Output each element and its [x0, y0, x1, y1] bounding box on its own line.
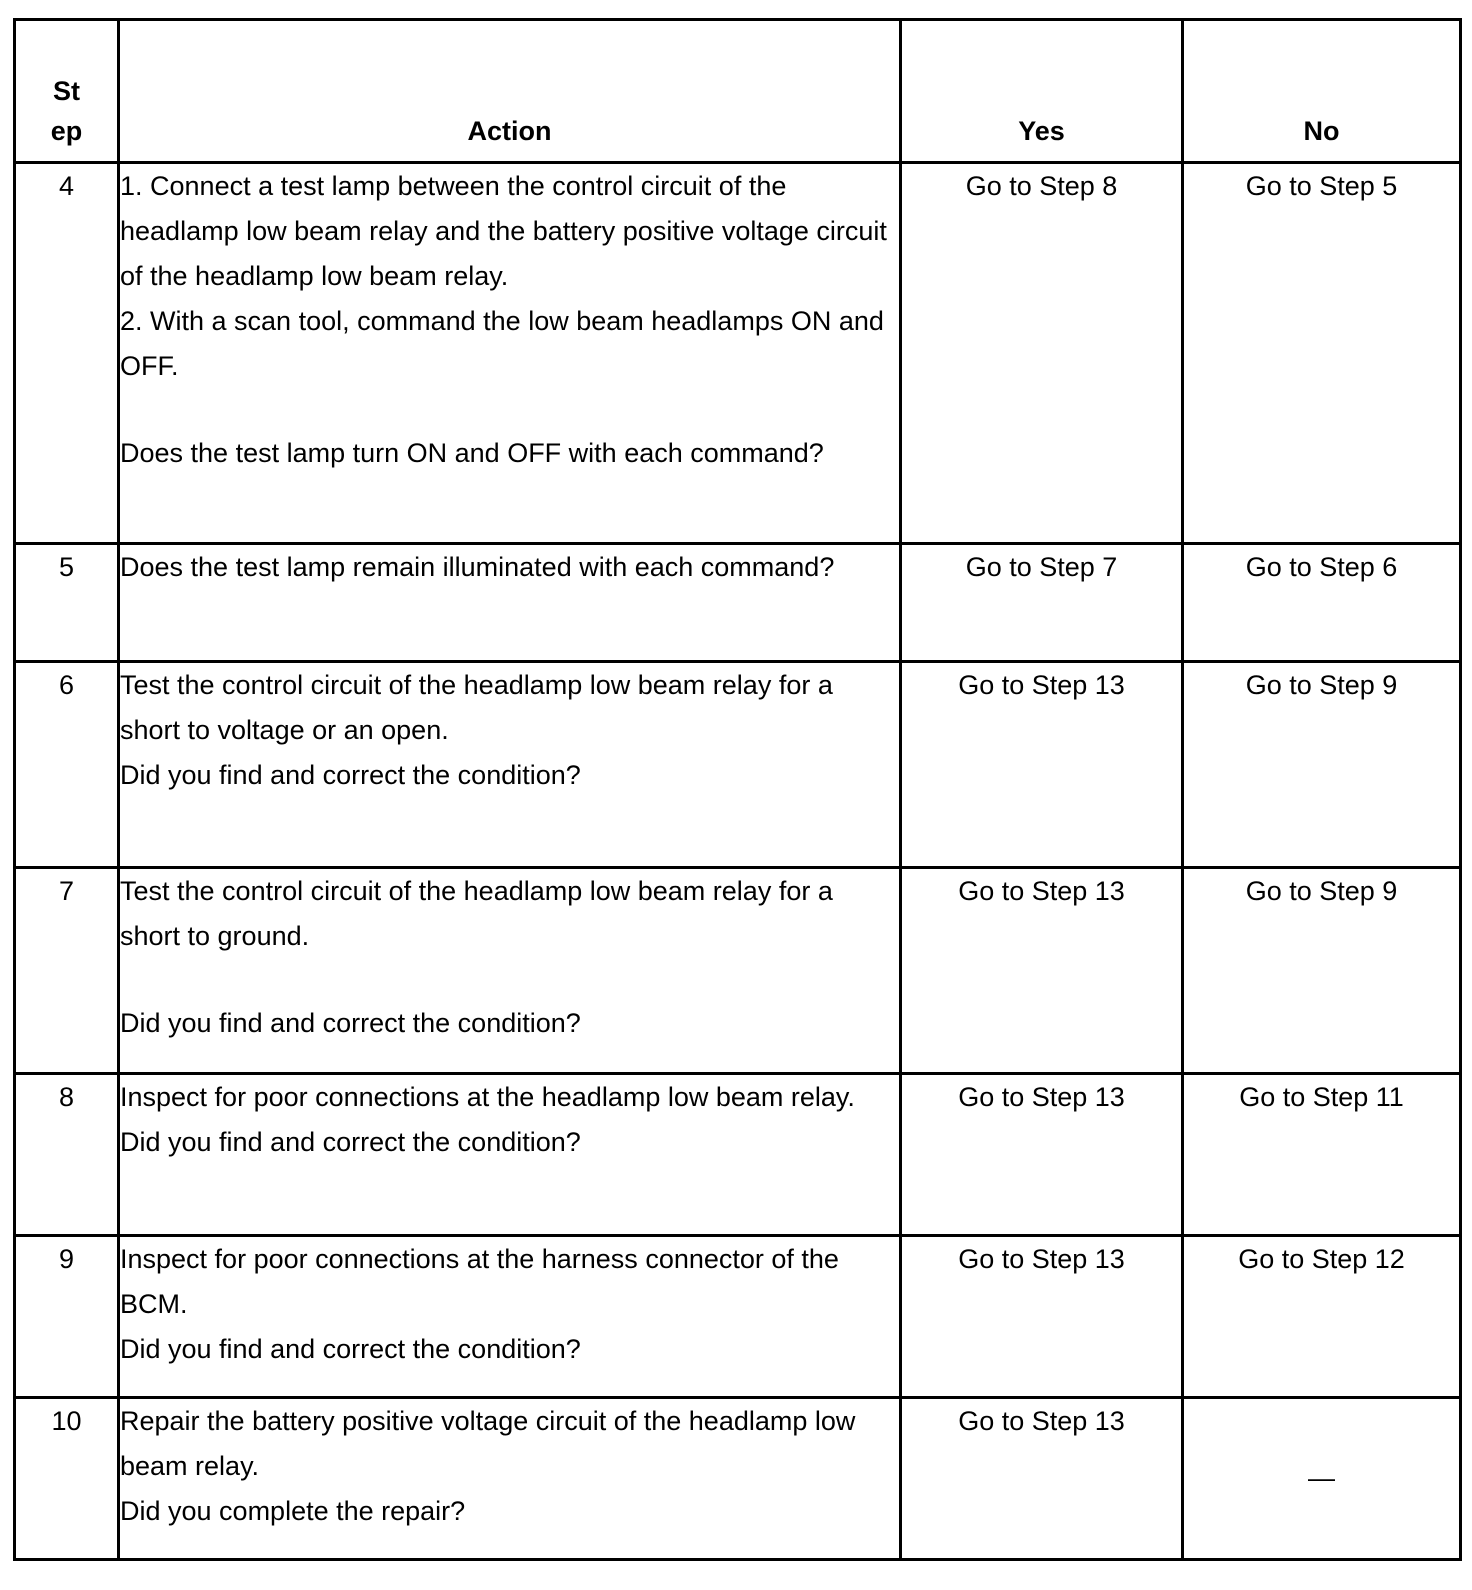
action-question: Does the test lamp remain illuminated with each command?: [120, 552, 835, 582]
action-question: Did you find and correct the condition?: [120, 1334, 581, 1364]
yes-result: Go to Step 13: [901, 1236, 1183, 1398]
action-text: Test the control circuit of the headlamp low beam relay for a short to voltage or an open.: [120, 670, 833, 745]
action-text: Repair the battery positive voltage circuit of the headlamp low beam relay.: [120, 1406, 856, 1481]
action-text: Test the control circuit of the headlamp low beam relay for a short to ground.: [120, 876, 833, 951]
table-row-step-4: [15, 163, 1461, 544]
table-row-step-10: [15, 1398, 1461, 1560]
no-result: Go to Step 9: [1183, 662, 1461, 868]
action-text: 2. With a scan tool, command the low beam headlamps ON and OFF.: [120, 306, 884, 381]
yes-result: Go to Step 13: [901, 868, 1183, 1074]
step-number: 7: [15, 868, 119, 1074]
column-header-step: [15, 20, 119, 163]
yes-result: Go to Step 13: [901, 662, 1183, 868]
action-cell: [119, 1074, 901, 1236]
no-result: Go to Step 12: [1183, 1236, 1461, 1398]
step-header-line-1: St: [53, 76, 80, 106]
action-cell: [119, 868, 901, 1074]
action-question: Did you complete the repair?: [120, 1496, 466, 1526]
table-row-step-6: [15, 662, 1461, 868]
table-row-step-9: [15, 1236, 1461, 1398]
yes-result: Go to Step 13: [901, 1074, 1183, 1236]
action-cell: [119, 163, 901, 544]
table-header-row: [15, 20, 1461, 163]
column-header-yes: Yes: [901, 20, 1183, 163]
step-number: 9: [15, 1236, 119, 1398]
step-header-line-2: ep: [50, 116, 83, 146]
action-text: Inspect for poor connections at the headlamp low beam relay.: [120, 1082, 855, 1112]
yes-result: Go to Step 8: [901, 163, 1183, 544]
action-question: Did you find and correct the condition?: [120, 760, 581, 790]
column-header-action: Action: [119, 20, 901, 163]
action-question: Did you find and correct the condition?: [120, 1127, 581, 1157]
action-cell: [119, 544, 901, 662]
step-number: 4: [15, 163, 119, 544]
step-number: 8: [15, 1074, 119, 1236]
step-number: 5: [15, 544, 119, 662]
step-number: 10: [15, 1398, 119, 1560]
yes-result: Go to Step 13: [901, 1398, 1183, 1560]
no-result: Go to Step 9: [1183, 868, 1461, 1074]
no-result: Go to Step 11: [1183, 1074, 1461, 1236]
action-text: Inspect for poor connections at the harness connector of the BCM.: [120, 1244, 839, 1319]
table-row-step-5: [15, 544, 1461, 662]
table-row-step-8: [15, 1074, 1461, 1236]
action-cell: [119, 1398, 901, 1560]
yes-result: Go to Step 7: [901, 544, 1183, 662]
action-question: Does the test lamp turn ON and OFF with each command?: [120, 438, 824, 468]
action-question: Did you find and correct the condition?: [120, 1008, 581, 1038]
action-cell: [119, 662, 901, 868]
no-result: Go to Step 5: [1183, 163, 1461, 544]
step-number: 6: [15, 662, 119, 868]
table-row-step-7: [15, 868, 1461, 1074]
no-result: Go to Step 6: [1183, 544, 1461, 662]
no-result: —: [1183, 1398, 1461, 1560]
action-text: 1. Connect a test lamp between the control circuit of the headlamp low beam relay and the battery positive voltage circuit of the headlamp low beam relay.: [120, 171, 887, 291]
diagnostic-table: [13, 18, 1462, 1561]
column-header-no: No: [1183, 20, 1461, 163]
action-cell: [119, 1236, 901, 1398]
